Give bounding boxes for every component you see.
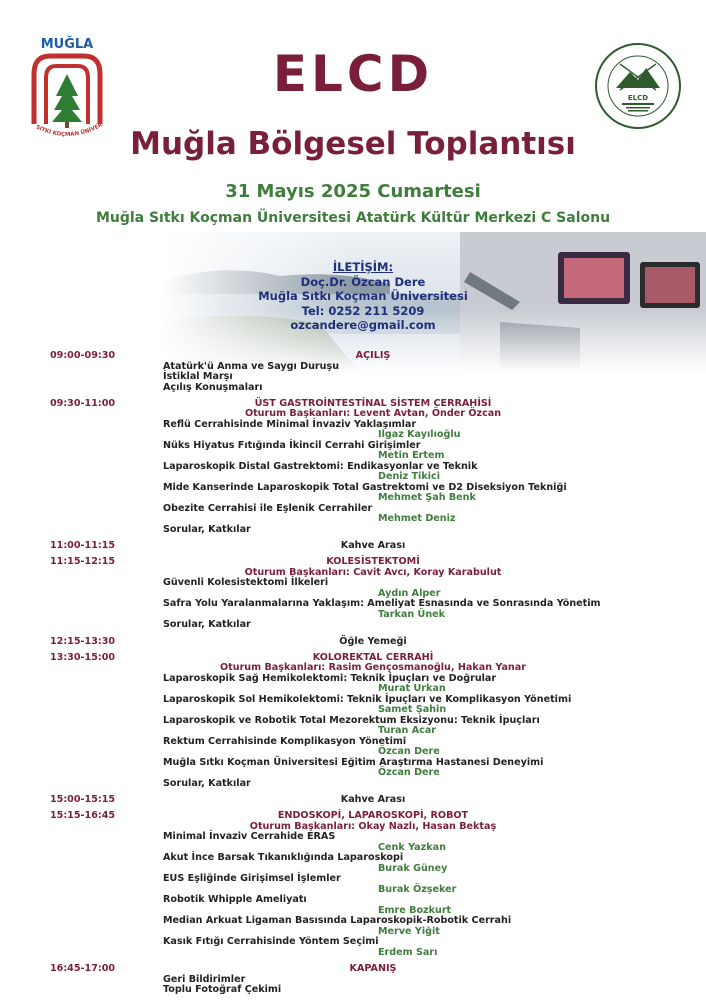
program-speaker: Ilgaz Kayılıoğlu: [378, 429, 461, 441]
contact-name: Doç.Dr. Özcan Dere: [300, 274, 426, 289]
program-brk: Kahve Arası: [340, 794, 406, 806]
program-item: Safra Yolu Yaralanmalarına Yaklaşım: Ameliyat Esnasında ve Sonrasında Yönetim: [163, 598, 601, 610]
program-item: İstiklal Marşı: [163, 371, 233, 382]
program-chair: Oturum Başkanları: Cavit Avcı, Koray Karabulut: [244, 566, 502, 578]
program-chair: Oturum Başkanları: Rasim Gençosmanoğlu, Hakan Yanar: [220, 662, 526, 674]
event-venue: Muğla Sıtkı Koçman Üniversitesi Atatürk Kültür Merkezi C Salonu: [95, 210, 611, 226]
program-speaker: Mehmet Deniz: [378, 513, 456, 525]
program-item: Laparoskopik Sol Hemikolektomi: Teknik İpuçları ve Komplikasyon Yönetimi: [163, 693, 572, 705]
program-item: Median Arkuat Ligaman Basısında Laparoskopik-Robotik Cerrahi: [163, 915, 512, 927]
program-item: Akut İnce Barsak Tıkanıklığında Laparoskopi: [163, 852, 404, 864]
program-brk: Kahve Arası: [340, 540, 406, 552]
logo-right-text: ELCD: [627, 94, 649, 102]
contact-heading: İLETİŞİM:: [332, 260, 394, 274]
program-item: Robotik Whipple Ameliyatı: [163, 894, 307, 906]
page-title: ELCD: [272, 45, 434, 103]
program-time: 15:00-15:15: [50, 794, 116, 806]
program-time: 11:00-11:15: [50, 540, 116, 552]
contact-institution: Muğla Sıtkı Koçman Üniversitesi: [258, 289, 468, 303]
program-speaker: Merve Yiğit: [378, 925, 440, 937]
program-sect: KOLOREKTAL CERRAHİ: [312, 651, 434, 663]
program-item: Minimal İnvaziv Cerrahide ERAS: [163, 831, 336, 843]
program-speaker: Aydın Alper: [378, 587, 441, 599]
program-speaker: Özcan Dere: [378, 767, 440, 779]
program-sect: ÜST GASTROİNTESTİNAL SİSTEM CERRAHİSİ: [254, 397, 492, 409]
program-item: EUS Eşliğinde Girişimsel İşlemler: [163, 873, 341, 885]
program-item: Obezite Cerrahisi ile Eşlenik Cerrahiler: [163, 502, 373, 514]
program-item: Açılış Konuşmaları: [163, 381, 263, 393]
program-speaker: Deniz Tikici: [378, 471, 440, 483]
program-time: 15:15-16:45: [50, 810, 116, 822]
program-speaker: Burak Güney: [378, 862, 448, 874]
event-date: 31 Mayıs 2025 Cumartesi: [225, 181, 481, 202]
program-sect: KOLESİSTEKTOMİ: [326, 556, 420, 568]
program-time: 09:30-11:00: [50, 397, 116, 409]
program-time: 09:00-09:30: [50, 350, 116, 361]
program-item: Sorular, Katkılar: [163, 777, 251, 789]
program-speaker: Samet Şahin: [378, 704, 447, 716]
program-speaker: Murat Urkan: [378, 683, 446, 695]
program-speaker: Cenk Yazkan: [378, 841, 446, 853]
program-item: Rektum Cerrahisinde Komplikasyon Yönetimi: [163, 735, 407, 747]
program-speaker: Emre Bozkurt: [378, 904, 452, 916]
program-item: Laparoskopik Sağ Hemikolektomi: Teknik İpuçları ve Doğrular: [163, 672, 497, 684]
program-item: Laparoskopik ve Robotik Total Mezorektum Eksizyonu: Teknik İpuçları: [163, 714, 540, 726]
program-item: Sorular, Katkılar: [163, 619, 251, 631]
program-item: Geri Bildirimler: [163, 973, 246, 985]
program-speaker: Mehmet Şah Benk: [378, 492, 476, 504]
contact-phone: Tel: 0252 211 5209: [301, 303, 425, 318]
program-time: 13:30-15:00: [50, 651, 116, 663]
program-item: Reflü Cerrahisinde Minimal İnvaziv Yaklaşımlar: [163, 418, 417, 430]
program-speaker: Tarkan Ünek: [378, 608, 446, 620]
logo-left-text: MUĞLA: [40, 37, 94, 52]
program-speaker: Burak Özşeker: [378, 883, 457, 895]
page-subtitle: Muğla Bölgesel Toplantısı: [130, 126, 576, 162]
program-item: Kasık Fıtığı Cerrahisinde Yöntem Seçimi: [163, 936, 379, 948]
program-speaker: Turan Acar: [378, 725, 437, 737]
program-item: Güvenli Kolesistektomi İlkeleri: [163, 577, 329, 589]
program-item: Mide Kanserinde Laparoskopik Total Gastrektomi ve D2 Diseksiyon Tekniği: [163, 481, 567, 493]
program-time: 12:15-13:30: [50, 635, 116, 647]
program-time: 16:45-17:00: [50, 963, 116, 975]
contact-block: [218, 260, 508, 333]
program-item: Muğla Sıtkı Koçman Üniversitesi Eğitim Araştırma Hastanesi Deneyimi: [163, 756, 544, 768]
program-time: 11:15-12:15: [50, 556, 116, 568]
program-item: Toplu Fotoğraf Çekimi: [163, 984, 282, 996]
program-chair: Oturum Başkanları: Okay Nazlı, Hasan Bektaş: [249, 820, 497, 832]
program-chair: Oturum Başkanları: Levent Avtan, Önder Özcan: [244, 408, 502, 420]
program-sect: ENDOSKOPİ, LAPAROSKOPİ, ROBOT: [277, 810, 469, 822]
program-item: Laparoskopik Distal Gastrektomi: Endikasyonlar ve Teknik: [163, 460, 478, 472]
program-speaker: Özcan Dere: [378, 746, 440, 758]
program-speaker: Erdem Sarı: [378, 946, 438, 958]
program-item: Sorular, Katkılar: [163, 523, 251, 535]
contact-email[interactable]: ozcandere@gmail.com: [290, 318, 436, 332]
program-speaker: Metin Ertem: [378, 450, 445, 462]
program-sect: AÇILIŞ: [355, 350, 391, 361]
logo-left-ring-text: SITKI KOÇMAN ÜNİVER: [34, 122, 104, 139]
program-item: Nüks Hiyatus Fıtığında İkincil Cerrahi Girişimler: [163, 439, 421, 451]
program-brk: Öğle Yemeği: [339, 635, 407, 647]
program-sect: KAPANIŞ: [349, 963, 397, 975]
program-item: Atatürk'ü Anma ve Saygı Duruşu: [163, 360, 340, 372]
